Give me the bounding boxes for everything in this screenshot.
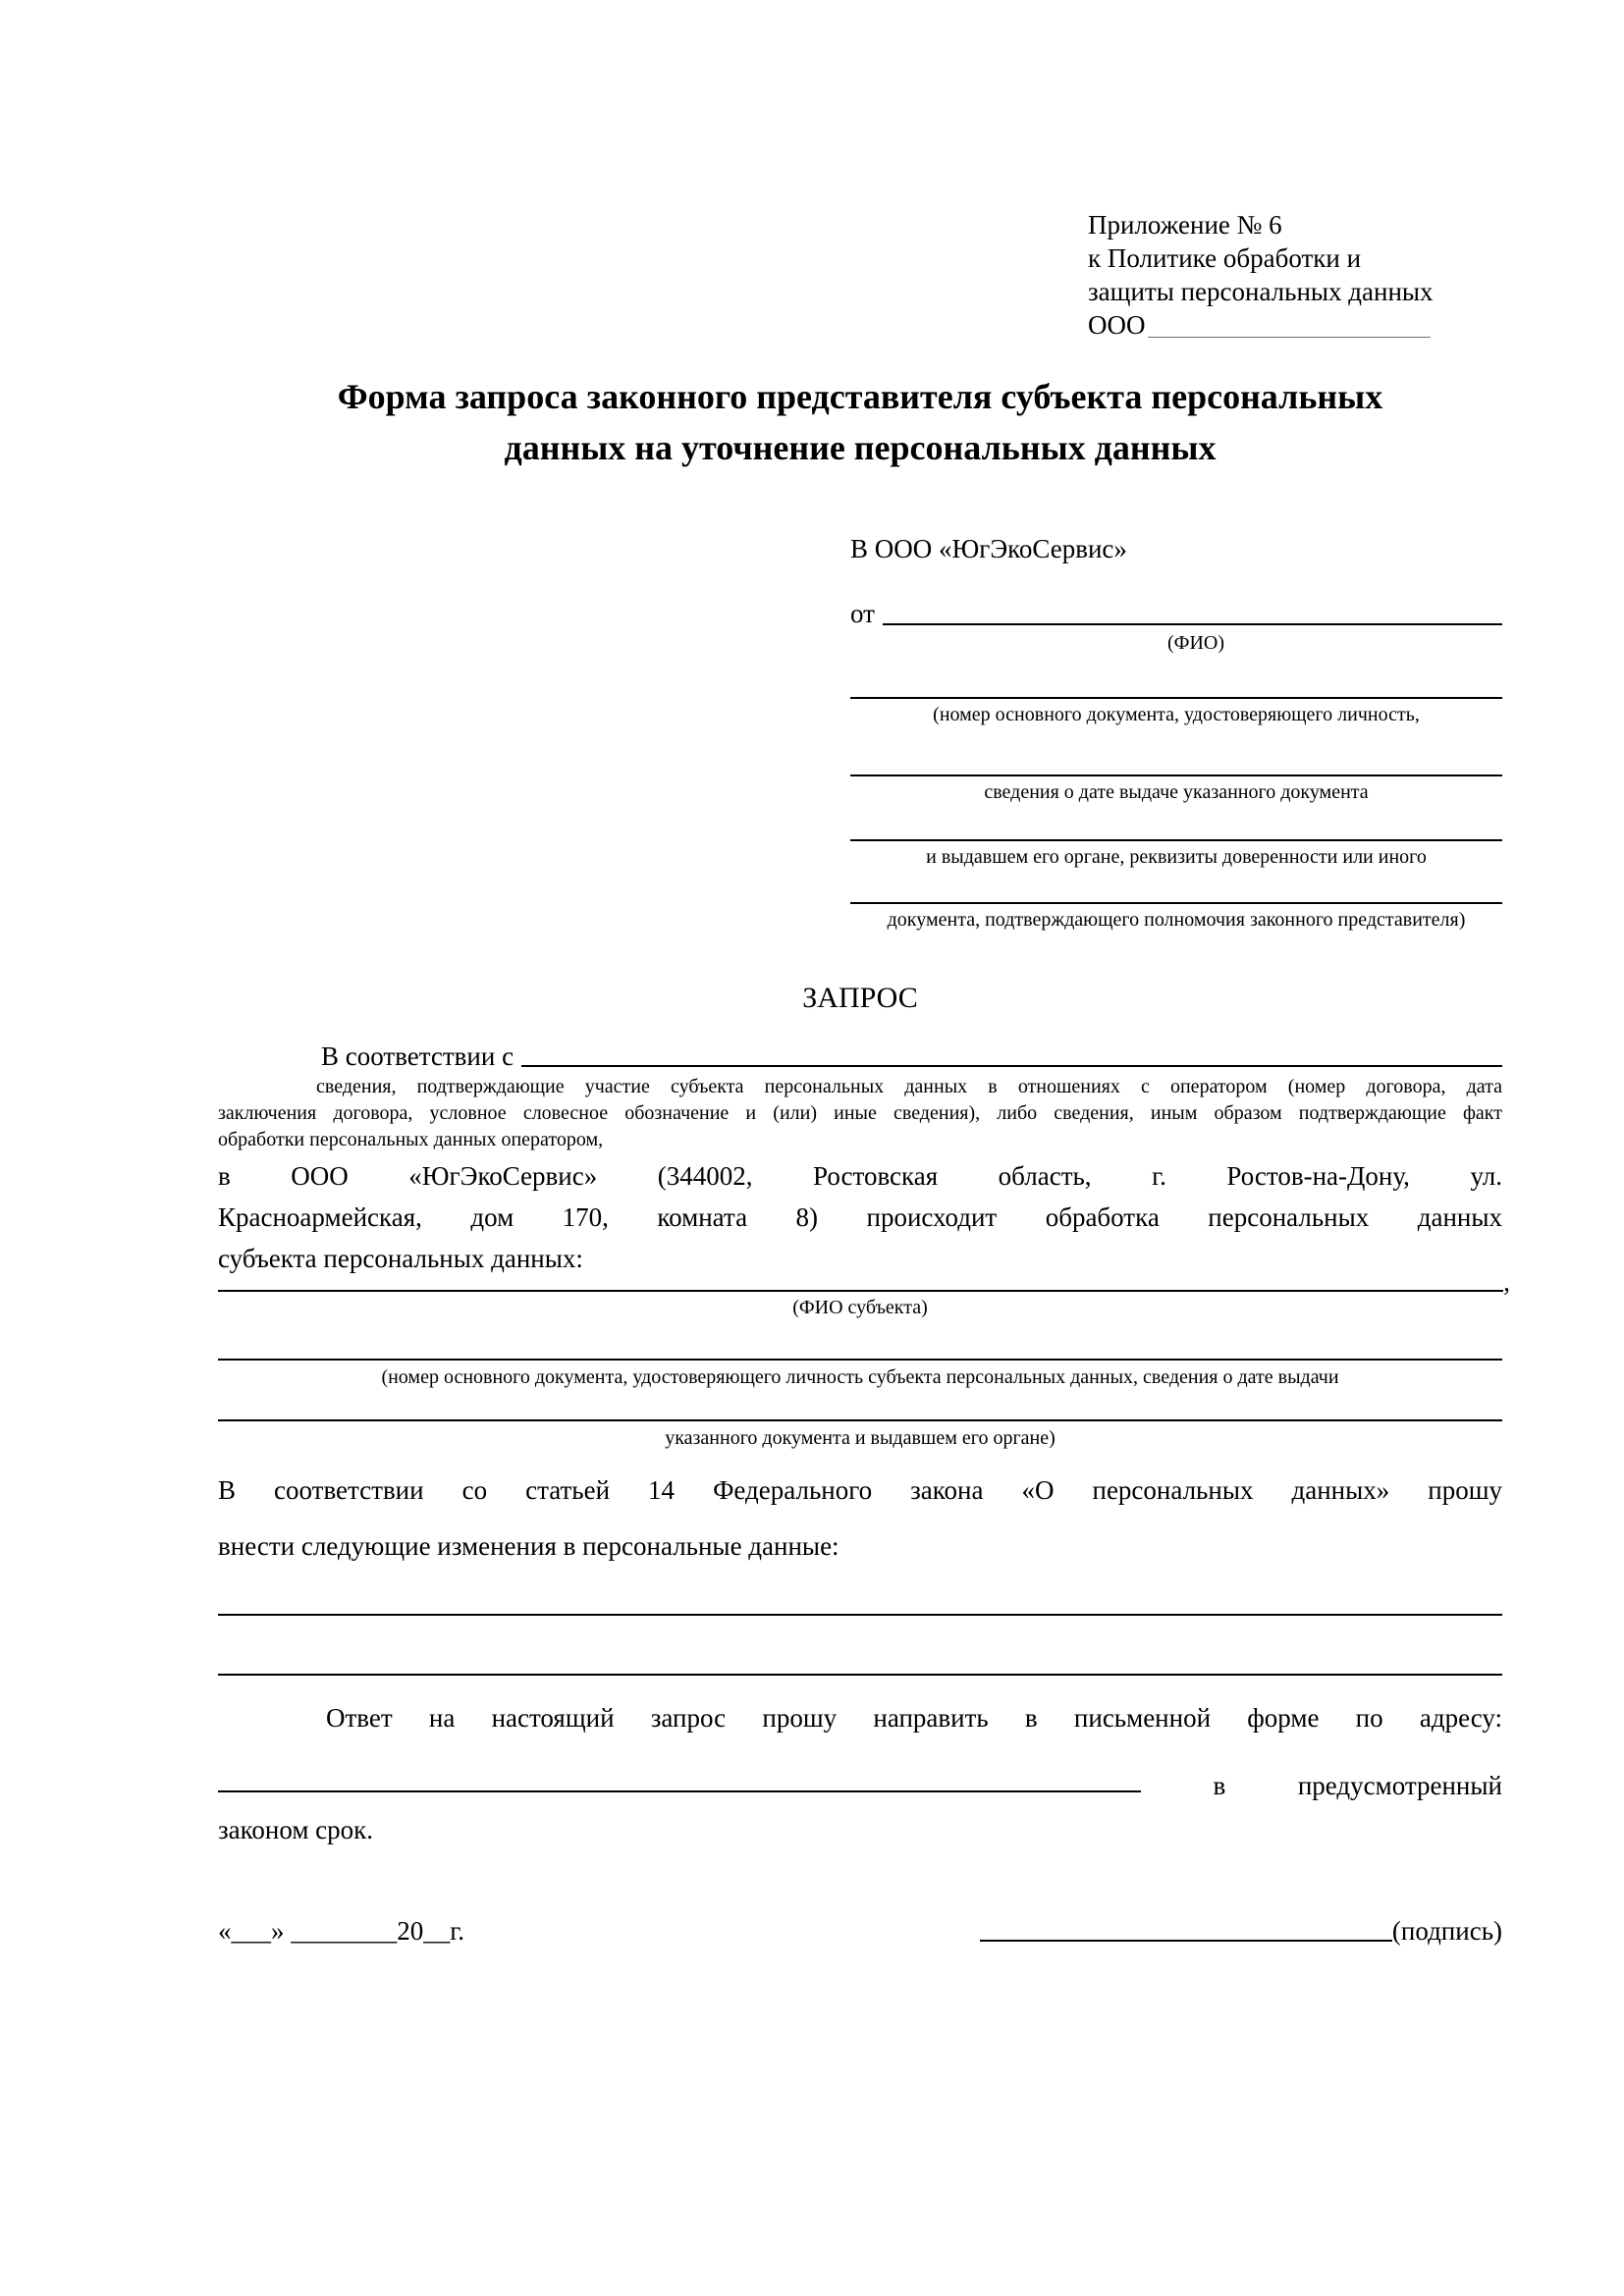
address-blank-line [218,1790,1141,1792]
representative-doc-field-1 [850,697,1502,727]
footer-row [218,1914,1502,1948]
document-title [218,371,1502,473]
accordance-line [218,1035,1502,1072]
blank-line [218,1290,1503,1292]
signature-caption: (подпись) [1391,1916,1502,1946]
accordance-blank-line [521,1065,1502,1067]
subject-fio-caption: (ФИО субъекта) [792,1297,928,1318]
addressee-block [850,532,1502,933]
subject-doc-field-1 [218,1359,1502,1390]
reply-word-prescribed: предусмотренный [1297,1771,1502,1800]
changes-blank-line-1 [218,1614,1502,1616]
ooo-prefix: ООО [1088,310,1146,340]
from-blank-line [883,623,1502,625]
representative-doc-field-2 [850,774,1502,805]
subject-doc-field-2 [218,1419,1502,1451]
article-line-2: внести следующие изменения в персональные данные: [218,1531,839,1561]
subject-fio-line [218,1264,1510,1297]
accordance-prefix: В соответствии с [321,1041,514,1071]
operator-line-3: субъекта персональных данных: [218,1244,583,1273]
appendix-header [1088,208,1504,342]
reply-address-line [218,1746,1502,1802]
blank-line [850,902,1502,904]
reply-paragraph [218,1690,1502,1858]
small-print-note [218,1074,1502,1153]
fio-caption: (ФИО) [1166,632,1224,654]
field-caption: сведения о дате выдаче указанного документа [984,781,1369,803]
addressee-to: В ООО «ЮгЭкоСервис» [850,534,1127,563]
ooo-blank-line [1148,337,1431,338]
title-line-2: данных на уточнение персональных данных [504,428,1217,467]
field-caption: (номер основного документа, удостоверяющего личность, [933,704,1420,725]
appendix-line-1: Приложение № 6 [1088,210,1282,240]
appendix-line-2: к Политике обработки и [1088,243,1362,273]
request-heading: ЗАПРОС [802,982,918,1014]
small-print-line-3: обработки персональных данных оператором, [218,1129,604,1150]
blank-line [218,1359,1502,1361]
representative-doc-field-4 [850,902,1502,933]
operator-line-2: Красноармейская, дом 170, комната 8) происходит обработка персональных данных [218,1202,1502,1232]
representative-doc-field-3 [850,839,1502,870]
appendix-line-3: защиты персональных данных [1088,277,1434,306]
signature-blank-line [980,1940,1392,1942]
operator-line-1: в ООО «ЮгЭкоСервис» (344002, Ростовская область, г. Ростов-на-Дону, ул. [218,1161,1502,1191]
blank-line [850,839,1502,841]
small-print-line-2: заключения договора, условное словесное обозначение и (или) иные сведения), либо сведения, иным образом подтверждающие факт [218,1102,1502,1124]
blank-line [850,774,1502,776]
from-prefix: от [850,599,875,628]
article-paragraph [218,1463,1502,1575]
appendix-ooo-line [1088,308,1504,342]
subject-doc-caption-2: указанного документа и выдавшем его органе) [665,1427,1056,1449]
reply-line-3: законом срок. [218,1815,374,1844]
subject-doc-caption-1: (номер основного документа, удостоверяющего личность субъекта персональных данных, сведения о дате выдачи [381,1366,1339,1388]
small-print-line-1: сведения, подтверждающие участие субъекта персональных данных в отношениях с оператором (номер договора, дата [316,1076,1502,1097]
field-caption: документа, подтверждающего полномочия законного представителя) [887,909,1466,931]
changes-blank-line-2 [218,1674,1502,1676]
subject-fio-field [218,1264,1510,1320]
reply-word-in: в [1213,1771,1226,1800]
article-line-1: В соответствии со статьей 14 Федерального закона «О персональных данных» прошу [218,1475,1502,1505]
signature-group [980,1914,1502,1948]
blank-line [850,697,1502,699]
reply-line-1: Ответ на настоящий запрос прошу направить в письменной форме по адресу: [326,1703,1502,1733]
operator-paragraph [218,1155,1502,1279]
title-line-1: Форма запроса законного представителя субъекта персональных [337,377,1383,416]
date-line: «___» ________20__г. [218,1916,465,1946]
from-line [850,591,1502,630]
blank-line [218,1419,1502,1421]
trailing-comma: , [1503,1267,1510,1297]
field-caption: и выдавшем его органе, реквизиты доверенности или иного [926,846,1427,868]
